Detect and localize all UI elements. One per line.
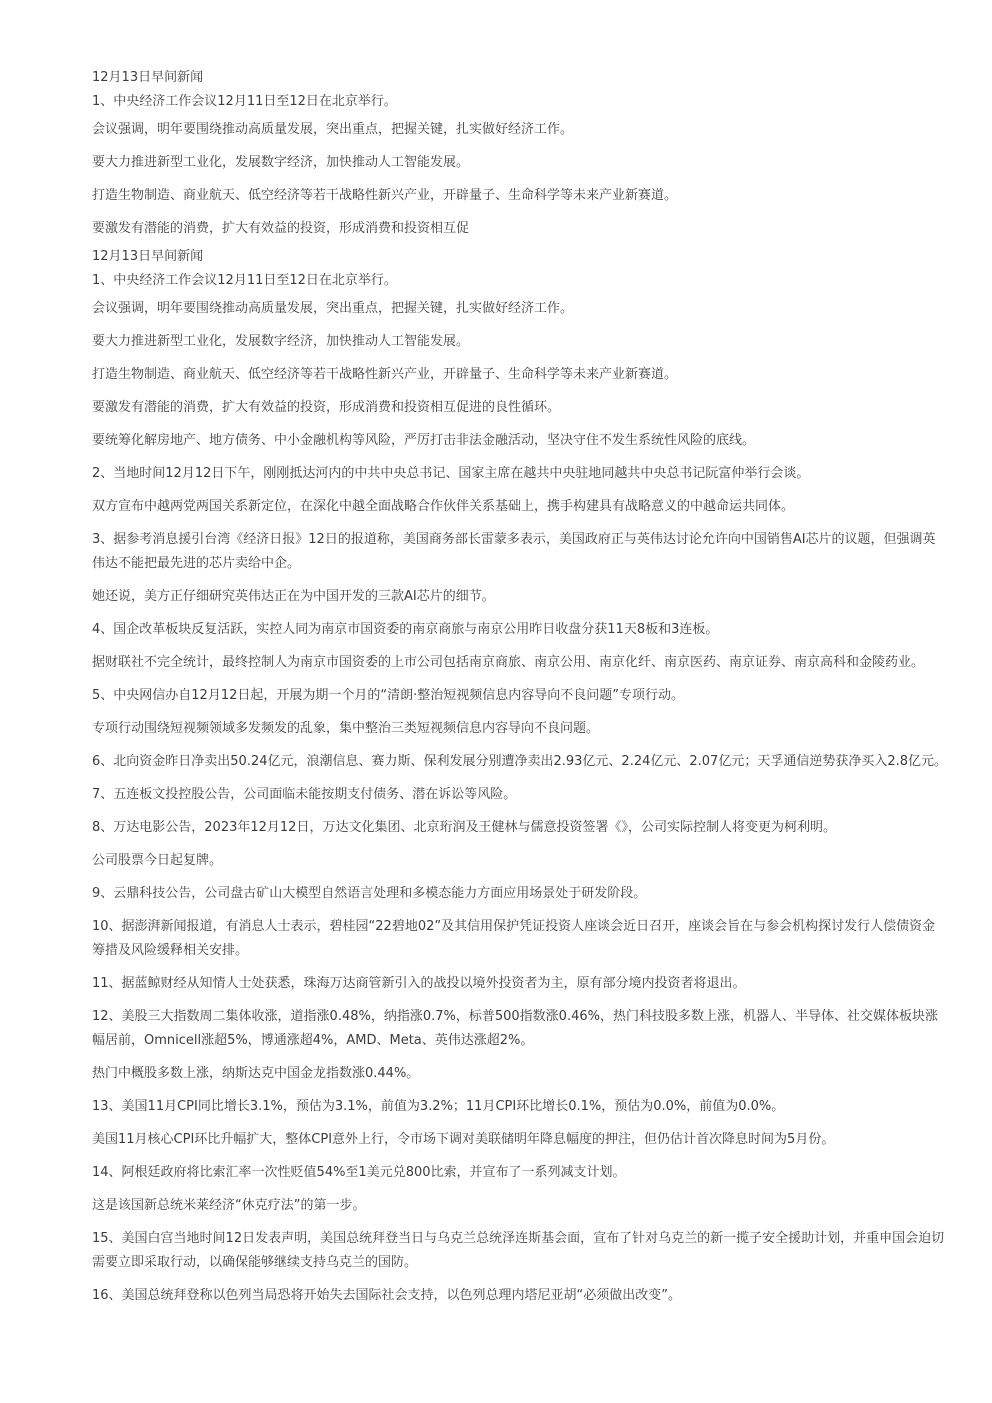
news-line: 要激发有潜能的消费，扩大有效益的投资，形成消费和投资相互促 — [92, 221, 470, 236]
news-line: 会议强调，明年要围绕推动高质量发展，突出重点，把握关键，扎实做好经济工作。 — [92, 301, 574, 316]
news-line: 9、云鼎科技公告，公司盘古矿山大模型自然语言处理和多模态能力方面应用场景处于研发阶段。 — [92, 886, 647, 901]
news-line: 她还说，美方正仔细研究英伟达正在为中国开发的三款AI芯片的细节。 — [92, 589, 495, 604]
news-line: 1、中央经济工作会议12月11日至12日在北京举行。 — [92, 94, 397, 109]
news-line: 7、五连板文投控股公告，公司面临未能按期支付债务、潜在诉讼等风险。 — [92, 787, 517, 802]
news-line: 4、国企改革板块反复活跃，实控人同为南京市国资委的南京商旅与南京公用昨日收盘分获11天8板和3连板。 — [92, 622, 719, 637]
news-line: 打造生物制造、商业航天、低空经济等若干战略性新兴产业，开辟量子、生命科学等未来产业新赛道。 — [92, 367, 678, 382]
news-line: 16、美国总统拜登称以色列当局恐将开始失去国际社会支持，以色列总理内塔尼亚胡“必须做出改变”。 — [92, 1288, 682, 1303]
news-line: 13、美国11月CPI同比增长3.1%，预估为3.1%，前值为3.2%；11月CPI环比增长0.1%，预估为0.0%，前值为0.0%。 — [92, 1099, 785, 1114]
news-document — [92, 66, 948, 1317]
news-line: 热门中概股多数上涨，纳斯达克中国金龙指数涨0.44%。 — [92, 1066, 420, 1081]
news-line: 双方宣布中越两党两国关系新定位，在深化中越全面战略合作伙伴关系基础上，携手构建具有战略意义的中越命运共同体。 — [92, 499, 795, 514]
news-line: 专项行动围绕短视频领域多发频发的乱象，集中整治三类短视频信息内容导向不良问题。 — [92, 721, 600, 736]
news-line: 14、阿根廷政府将比索汇率一次性贬值54%至1美元兑800比索，并宣布了一系列减支计划。 — [92, 1165, 626, 1180]
news-line: 这是该国新总统米莱经济“休克疗法”的第一步。 — [92, 1198, 366, 1213]
news-line: 11、据蓝鲸财经从知情人士处获悉，珠海万达商管新引入的战投以境外投资者为主，原有部分境内投资者将退出。 — [92, 976, 746, 991]
news-section-second — [92, 245, 948, 1308]
news-line: 要大力推进新型工业化，发展数字经济，加快推动人工智能发展。 — [92, 155, 470, 170]
news-line: 要激发有潜能的消费，扩大有效益的投资，形成消费和投资相互促进的良性循环。 — [92, 400, 561, 415]
news-line: 美国11月核心CPI环比升幅扩大，整体CPI意外上行，令市场下调对美联储明年降息幅度的押注，但仍估计首次降息时间为5月份。 — [92, 1132, 835, 1147]
news-line: 12、美股三大指数周二集体收涨，道指涨0.48%，纳指涨0.7%，标普500指数涨0.46%，热门科技股多数上涨，机器人、半导体、社交媒体板块涨幅居前，Omnicell涨超5%，博通涨超4%，AMD、Meta、英伟达涨超2%。 — [92, 1009, 938, 1048]
news-line: 8、万达电影公告，2023年12月12日，万达文化集团、北京珩润及王健林与儒意投资签署《》，公司实际控制人将变更为柯利明。 — [92, 820, 836, 835]
news-line: 要大力推进新型工业化，发展数字经济，加快推动人工智能发展。 — [92, 334, 470, 349]
news-line: 10、据澎湃新闻报道，有消息人士表示，碧桂园“22碧地02”及其信用保护凭证投资人座谈会近日召开，座谈会旨在与参会机构探讨发行人偿债资金筹措及风险缓释相关安排。 — [92, 919, 936, 958]
news-line: 2、当地时间12月12日下午，刚刚抵达河内的中共中央总书记、国家主席在越共中央驻地同越共中央总书记阮富仲举行会谈。 — [92, 466, 810, 481]
section-title: 12月13日早间新闻 — [92, 70, 204, 85]
news-line: 6、北向资金昨日净卖出50.24亿元，浪潮信息、赛力斯、保利发展分别遭净卖出2.93亿元、2.24亿元、2.07亿元；天孚通信逆势获净买入2.8亿元。 — [92, 754, 947, 769]
news-line: 公司股票今日起复牌。 — [92, 853, 223, 868]
news-line: 据财联社不完全统计，最终控制人为南京市国资委的上市公司包括南京商旅、南京公用、南京化纤、南京医药、南京证券、南京高科和金陵药业。 — [92, 655, 925, 670]
news-line: 会议强调，明年要围绕推动高质量发展，突出重点，把握关键，扎实做好经济工作。 — [92, 122, 574, 137]
news-line: 15、美国白宫当地时间12日发表声明，美国总统拜登当日与乌克兰总统泽连斯基会面，宣布了针对乌克兰的新一揽子安全援助计划，并重申国会迫切需要立即采取行动，以确保能够继续支持乌克兰的国防。 — [92, 1231, 945, 1270]
section-title: 12月13日早间新闻 — [92, 249, 204, 264]
news-line: 3、据参考消息援引台湾《经济日报》12日的报道称，美国商务部长雷蒙多表示，美国政府正与英伟达讨论允许向中国销售AI芯片的议题，但强调英伟达不能把最先进的芯片卖给中企。 — [92, 532, 936, 571]
news-line: 1、中央经济工作会议12月11日至12日在北京举行。 — [92, 273, 397, 288]
news-line: 要统筹化解房地产、地方债务、中小金融机构等风险，严厉打击非法金融活动，坚决守住不发生系统性风险的底线。 — [92, 433, 756, 448]
news-section-first — [92, 66, 948, 241]
news-line: 打造生物制造、商业航天、低空经济等若干战略性新兴产业，开辟量子、生命科学等未来产业新赛道。 — [92, 188, 678, 203]
news-line: 5、中央网信办自12月12日起，开展为期一个月的“清朗·整治短视频信息内容导向不良问题”专项行动。 — [92, 688, 684, 703]
